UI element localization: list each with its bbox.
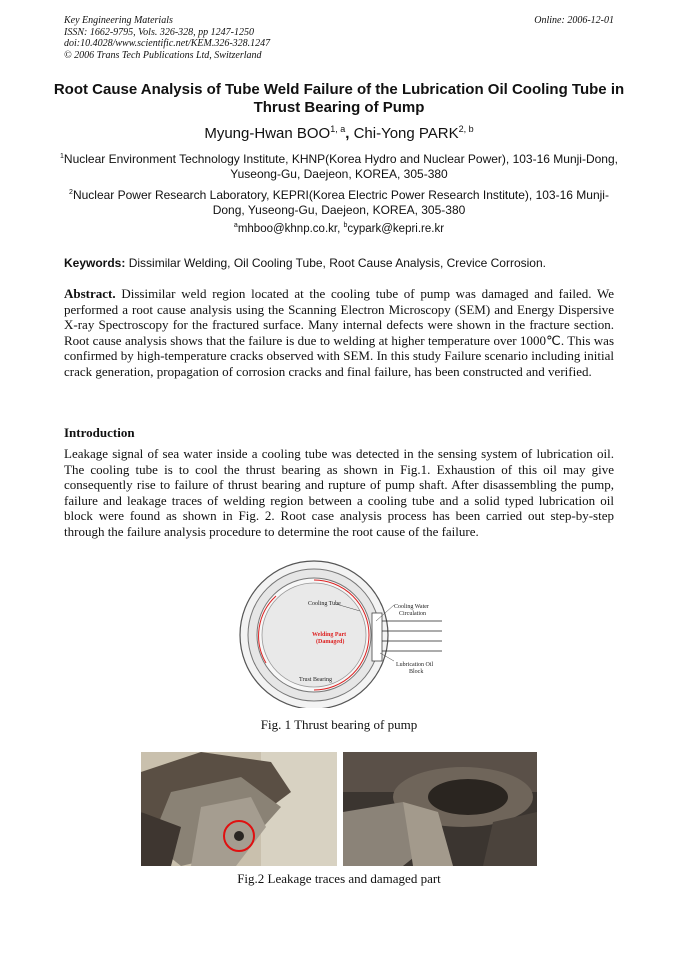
journal-name: Key Engineering Materials [64,15,173,26]
thrust-bearing-diagram [236,553,446,708]
label-thrust-bearing: Trust Bearing [299,677,332,683]
keywords [64,256,614,270]
copyright-line: © 2006 Trans Tech Publications Ltd, Switzerland [64,49,262,61]
affiliation-text: Nuclear Environment Technology Institute, KHNP(Korea Hydro and Nuclear Power), 103-16 Munji-Dong, Yuseong-Gu, Daejeon, KOREA, 305-380 [63,152,618,181]
keywords-text: Dissimilar Welding, Oil Cooling Tube, Root Cause Analysis, Crevice Corrosion. [125,256,546,270]
leakage-trace-photo [141,752,337,866]
figure-1-diagram [236,553,446,708]
author-name: Myung-Hwan BOO [204,125,331,142]
leakage-photo-image [141,752,337,866]
email-address: cypark@kepri.re.kr [347,222,445,235]
affiliation-mark: 2 [69,189,73,196]
author-affiliation-mark: 2, b [458,124,474,134]
label-welding-part: Welding Part [312,632,347,638]
abstract [64,286,614,380]
email-mark: a [233,222,238,229]
label-cooling-tube: Cooling Tube [308,601,341,607]
abstract-text: Dissimilar weld region located at the cooling tube of pump was damaged and failed. We performed a root cause analysis using the Scanning Electron Microscopy (SEM) and Energy Dispersive X-ray Spectroscopy for the fractured surface. Many internal defects were shown in the fracture section. Root cause analysis shows that the failure is due to welding at higher temperature over 1000℃. This was confirmed by high-temperature cracks observed with SEM. In this study Failure scenario including initial crack generation, propagation of corrosion cracks and final failure, has been constructed and verified. [64,286,614,379]
running-header [64,15,614,61]
damaged-part-photo [343,752,537,866]
figure-1-caption: Fig. 1 Thrust bearing of pump [260,717,418,732]
label-cooling-water: Cooling Water [394,604,429,610]
abstract-label: Abstract. [64,286,116,301]
affiliation-1 [56,149,622,182]
affiliation-mark: 1 [60,153,64,160]
figure-2-caption: Fig.2 Leakage traces and damaged part [237,871,441,886]
keywords-label: Keywords: [64,256,126,270]
label-lubrication-oil: Lubrication Oil [396,662,434,668]
paper-title: Root Cause Analysis of Tube Weld Failure of the Lubrication Oil Cooling Tube in Thrust Bearing of Pump [53,81,625,116]
email-line [40,222,638,235]
affiliation-2 [56,185,622,218]
damaged-photo-image [343,752,537,866]
email-mark: b [343,222,348,229]
introduction-text: Leakage signal of sea water inside a cooling tube was detected in the sensing system of lubrication oil. The cooling tube is to cool the thrust bearing as shown in Fig.1. Exhaustion of this oil may give consequently rise to failure of thrust bearing and rupture of pump shaft. After disassembling the pump, failure and leakage traces of welding region between a cooling tube and a solid typed lubrication oil block were found as shown in Fig. 2. Root case analysis process has been carried out step-by-step through the failure analysis procedure to determine the root cause of the failure. [64,446,614,539]
doi-line: doi:10.4028/www.scientific.net/KEM.326-328.1247 [64,38,271,49]
author-name: Chi-Yong PARK [353,125,459,142]
affiliation-text: Nuclear Power Research Laboratory, KEPRI(Korea Electric Power Research Institute), 103-16 Munji-Dong, Yuseong-Gu, Daejeon, KOREA, 305-380 [72,188,609,217]
author-affiliation-mark: 1, a [330,124,346,134]
label-welding-damaged: (Damaged) [316,639,345,645]
label-cooling-water-2: Circulation [399,611,426,617]
online-date: Online: 2006-12-01 [534,15,614,26]
email-address: mhboo@khnp.co.kr, [237,222,344,235]
introduction-heading: Introduction [64,425,135,440]
issn-line: ISSN: 1662-9795, Vols. 326-328, pp 1247-1250 [64,26,254,38]
author-line: Myung-Hwan BOO$^{1, a}$, Chi-Yong PARK$^{2, b}$ [204,124,474,142]
label-oil-block: Block [409,669,424,675]
